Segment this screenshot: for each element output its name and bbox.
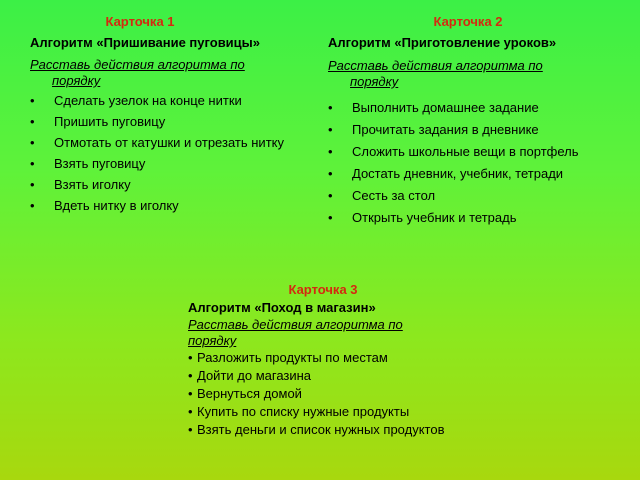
list-item-text: Вдеть нитку в иголку: [54, 198, 179, 213]
bullet-icon: •: [30, 114, 35, 129]
list-item: [328, 210, 618, 226]
list-item: [188, 350, 478, 366]
card-2: [328, 14, 618, 232]
card-1-instruction-line1: Расставь действия алгоритма по: [30, 57, 245, 72]
list-item: [328, 144, 618, 160]
bullet-icon: •: [30, 198, 35, 213]
list-item-text: Купить по списку нужные продукты: [197, 404, 410, 419]
bullet-icon: •: [328, 122, 333, 137]
card-3-steps-list: [188, 350, 478, 438]
bullet-icon: •: [328, 210, 333, 225]
card-1-steps-list: [30, 93, 300, 214]
list-item: [30, 135, 300, 151]
list-item: [30, 93, 300, 109]
bullet-icon: •: [30, 177, 35, 192]
list-item: [328, 122, 618, 138]
list-item: [30, 114, 300, 130]
bullet-icon: •: [30, 93, 35, 108]
list-item-text: Прочитать задания в дневнике: [352, 122, 539, 137]
card-2-instruction: [328, 58, 618, 90]
card-2-steps-list: [328, 100, 618, 226]
bullet-icon: •: [30, 156, 35, 171]
card-3-instruction-line2: порядку: [188, 333, 237, 348]
bullet-icon: •: [188, 368, 193, 383]
list-item-text: Открыть учебник и тетрадь: [352, 210, 517, 225]
card-3-heading: Карточка 3: [288, 282, 358, 297]
list-item-text: Выполнить домашнее задание: [352, 100, 539, 115]
list-item: [188, 368, 478, 384]
card-1-algorithm-title: Алгоритм «Пришивание пуговицы»: [30, 35, 261, 50]
bullet-icon: •: [188, 404, 193, 419]
list-item-text: Сложить школьные вещи в портфель: [352, 144, 579, 159]
list-item-text: Сесть за стол: [352, 188, 436, 203]
list-item: [30, 156, 300, 172]
list-item: [188, 422, 478, 438]
list-item-text: Отмотать от катушки и отрезать нитку: [54, 135, 284, 150]
bullet-icon: •: [188, 350, 193, 365]
list-item-text: Дойти до магазина: [197, 368, 312, 383]
list-item: [328, 100, 618, 116]
card-2-instruction-line1: Расставь действия алгоритма по: [328, 58, 543, 73]
list-item: [188, 404, 478, 420]
list-item-text: Взять иголку: [54, 177, 131, 192]
list-item-text: Пришить пуговицу: [54, 114, 166, 129]
bullet-icon: •: [328, 100, 333, 115]
card-1-heading: Карточка 1: [105, 14, 175, 29]
bullet-icon: •: [30, 135, 35, 150]
list-item-text: Взять деньги и список нужных продуктов: [197, 422, 445, 437]
bullet-icon: •: [188, 386, 193, 401]
bullet-icon: •: [328, 144, 333, 159]
list-item: [328, 166, 618, 182]
bullet-icon: •: [328, 166, 333, 181]
bullet-icon: •: [188, 422, 193, 437]
card-2-heading: Карточка 2: [433, 14, 503, 29]
bullet-icon: •: [328, 188, 333, 203]
card-3-instruction-line1: Расставь действия алгоритма по: [188, 317, 403, 332]
list-item-text: Вернуться домой: [197, 386, 302, 401]
list-item-text: Сделать узелок на конце нитки: [54, 93, 242, 108]
card-3: [188, 282, 478, 440]
list-item-text: Взять пуговицу: [54, 156, 146, 171]
list-item-text: Достать дневник, учебник, тетради: [352, 166, 564, 181]
card-2-instruction-line2: порядку: [350, 74, 399, 89]
card-1-instruction-line2: порядку: [52, 73, 101, 88]
card-3-instruction: [188, 317, 478, 349]
card-1-instruction: [30, 57, 300, 89]
list-item: [188, 386, 478, 402]
list-item-text: Разложить продукты по местам: [197, 350, 388, 365]
list-item: [30, 198, 300, 214]
card-2-algorithm-title: Алгоритм «Приготовление уроков»: [328, 35, 557, 50]
list-item: [30, 177, 300, 193]
card-3-algorithm-title: Алгоритм «Поход в магазин»: [188, 300, 376, 315]
card-1: [30, 14, 300, 219]
list-item: [328, 188, 618, 204]
